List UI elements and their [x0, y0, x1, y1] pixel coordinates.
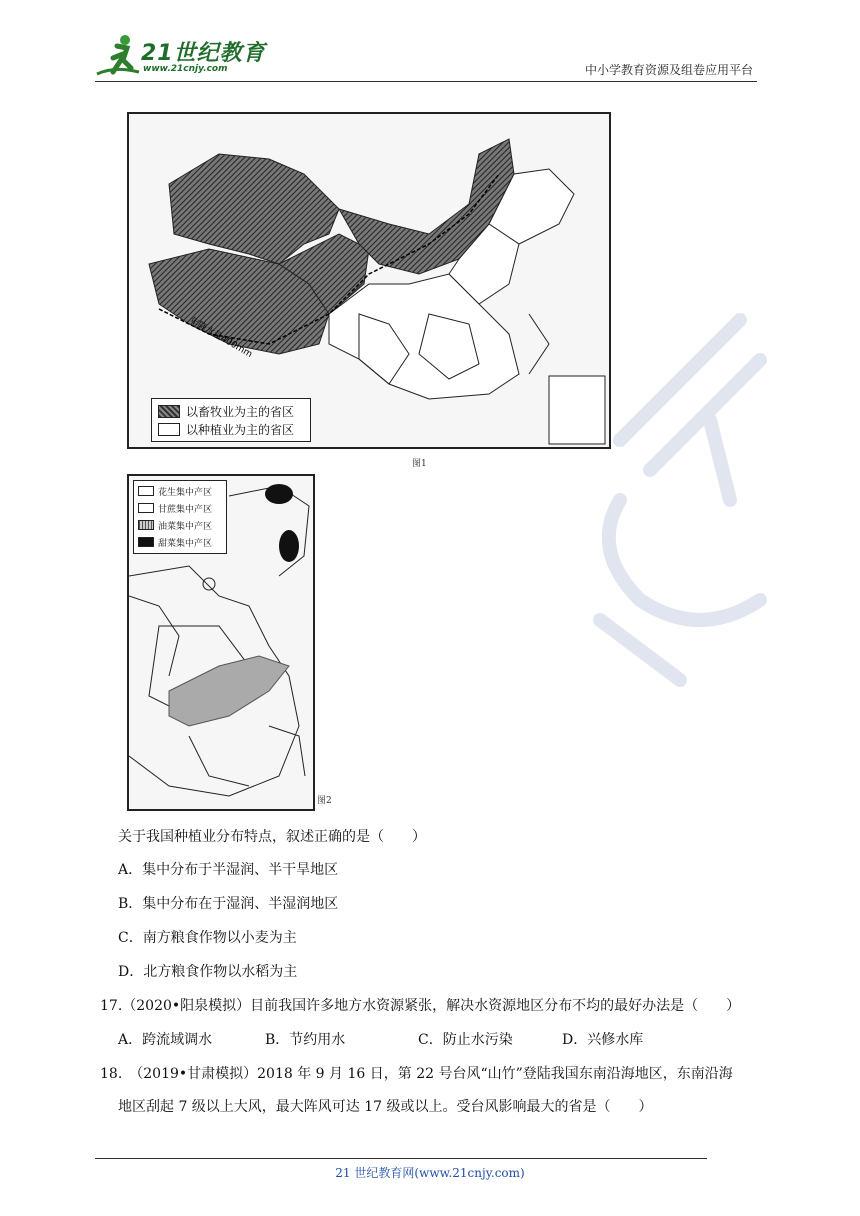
isohyet-label: 年降水量400mm	[187, 315, 254, 360]
legend-item-pastoral: 以畜牧业为主的省区	[158, 403, 294, 419]
figure1-caption: 图1	[412, 459, 427, 469]
q18-line1: 18. （2019•甘肃模拟）2018 年 9 月 16 日，第 22 号台风“山竹”登陆我国东南沿海地区，东南沿海	[100, 1066, 733, 1082]
q16-option-c: C．南方粮食作物以小麦为主	[118, 930, 297, 946]
map2-legend	[133, 480, 227, 554]
cash-crop-map	[127, 474, 315, 811]
page-header	[95, 30, 757, 82]
map1-legend	[151, 398, 311, 442]
beet-area	[265, 484, 293, 504]
q17-stem: 17.（2020•阳泉模拟）目前我国许多地方水资源紧张，解决水资源地区分布不均的最好办法是（ ）	[100, 998, 741, 1014]
header-tagline: 中小学教育资源及组卷应用平台	[584, 63, 753, 77]
q18-line2: 地区刮起 7 级以上大风，最大阵风可达 17 级或以上。受台风影响最大的省是（ ）	[118, 1099, 653, 1115]
beet-swatch-icon	[138, 537, 154, 547]
rape-area	[169, 656, 289, 726]
q17-option-d: D．兴修水库	[562, 1032, 644, 1048]
q16-option-d: D．北方粮食作物以水稻为主	[118, 964, 298, 980]
legend-item-farming: 以种植业为主的省区	[158, 421, 294, 437]
site-logo	[95, 32, 275, 80]
q16-option-b: B．集中分布在于湿润、半湿润地区	[118, 896, 339, 912]
footer-text[interactable]: 21 世纪教育网(www.21cnjy.com)	[335, 1166, 525, 1180]
figure2-caption: 图2	[317, 796, 332, 806]
china-agriculture-map	[127, 112, 611, 449]
hatched-swatch-icon	[158, 405, 180, 418]
header-divider	[95, 81, 757, 82]
legend-item-rape: 油菜集中产区	[138, 518, 212, 532]
logo-text: 21世纪教育	[141, 41, 266, 66]
footer-divider	[95, 1158, 707, 1159]
cane-swatch-icon	[138, 503, 154, 513]
rape-swatch-icon	[138, 520, 154, 530]
q17-option-b: B．节约用水	[265, 1032, 346, 1048]
q16-option-a: A．集中分布于半湿润、半干旱地区	[118, 862, 339, 878]
legend-item-beet: 甜菜集中产区	[138, 535, 212, 549]
legend-item-cane: 甘蔗集中产区	[138, 501, 212, 515]
q16-stem: 关于我国种植业分布特点，叙述正确的是（ ）	[118, 829, 426, 845]
legend-item-peanut: 花生集中产区	[138, 484, 212, 498]
q17-option-a: A．跨流域调水	[118, 1032, 213, 1048]
peanut-swatch-icon	[138, 486, 154, 496]
beet-area	[279, 530, 299, 562]
q17-option-c: C．防止水污染	[418, 1032, 513, 1048]
logo-url: www.21cnjy.com	[143, 64, 228, 74]
runner-logo-icon	[95, 32, 141, 78]
white-swatch-icon	[158, 423, 180, 436]
